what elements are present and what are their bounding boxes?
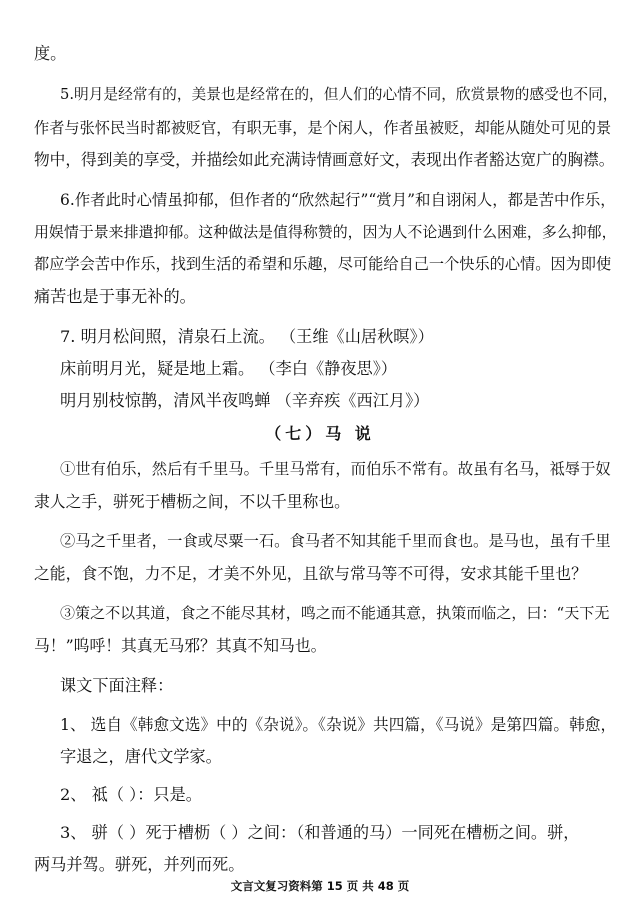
poem-line: 明月别枝惊鹊，清风半夜鸣蝉 （辛弃疾《西江月》） — [60, 391, 430, 410]
note-line: 1、 选自《韩愈文选》中的《杂说》。《杂说》共四篇，《马说》是第四篇。韩愈， — [60, 715, 617, 734]
text-line: 5.明月是经常有的，美景也是经常在的，但人们的心情不同，欣赏景物的感受也不同， — [60, 86, 618, 103]
classical-text-line: ①世有伯乐，然后有千里马。千里马常有，而伯乐不常有。故虽有名马，祗辱于奴 — [60, 460, 611, 478]
poem-line: 7. 明月松间照，清泉石上流。 （王维《山居秋暝》） — [60, 327, 434, 346]
notes-header: 课文下面注释： — [60, 676, 174, 695]
note-line: 3、 骈（ ）死于槽枥（ ）之间：（和普通的马）一同死在槽枥之间。骈， — [60, 823, 580, 842]
text-line: 物中，得到美的享受，并描绘如此充满诗情画意好文，表现出作者豁达宽广的胸襟。 — [34, 150, 615, 169]
note-line: 2、 祗（ ）：只是。 — [60, 785, 202, 804]
classical-text-line: 马！”呜呼！其真无马邪？其真不知马也。 — [34, 636, 327, 655]
text-line: 用娱情于景来排遣抑郁。这种做法是值得称赞的，因为人不论遇到什么困难，多么抑郁， — [34, 223, 617, 241]
text-line: 都应学会苦中作乐，找到生活的希望和乐趣，尽可能给自己一个快乐的心情。因为即使 — [34, 255, 612, 273]
classical-text-line: 隶人之手，骈死于槽枥之间，不以千里称也。 — [34, 492, 350, 511]
text-line: 6.作者此时心情虽抑郁，但作者的“欣然起行”“赏月”和自诩闲人，都是苦中作乐， — [60, 191, 616, 209]
text-line: 痛苦也是于事无补的。 — [34, 287, 196, 306]
page-footer: 文言文复习资料第 15 页 共 48 页 — [230, 879, 410, 893]
classical-text-line: ③策之不以其道，食之不能尽其材，鸣之而不能通其意，执策而临之，曰：“天下无 — [60, 604, 610, 622]
text-line: 作者与张怀民当时都被贬官，有职无事，是个闲人，作者虽被贬，却能从随处可见的景 — [34, 119, 612, 137]
note-line: 字退之，唐代文学家。 — [60, 747, 222, 766]
poem-line: 床前明月光，疑是地上霜。 （李白《静夜思》） — [60, 359, 397, 378]
note-line: 两马并驾。骈死，并列而死。 — [34, 855, 245, 874]
section-title: （七）马 说 — [265, 424, 375, 443]
classical-text-line: 之能，食不饱，力不足，才美不外见，且欲与常马等不可得，安求其能千里也？ — [34, 564, 587, 583]
text-line: 度。 — [34, 44, 67, 63]
classical-text-line: ②马之千里者，一食或尽粟一石。食马者不知其能千里而食也。是马也，虽有千里 — [60, 532, 611, 550]
